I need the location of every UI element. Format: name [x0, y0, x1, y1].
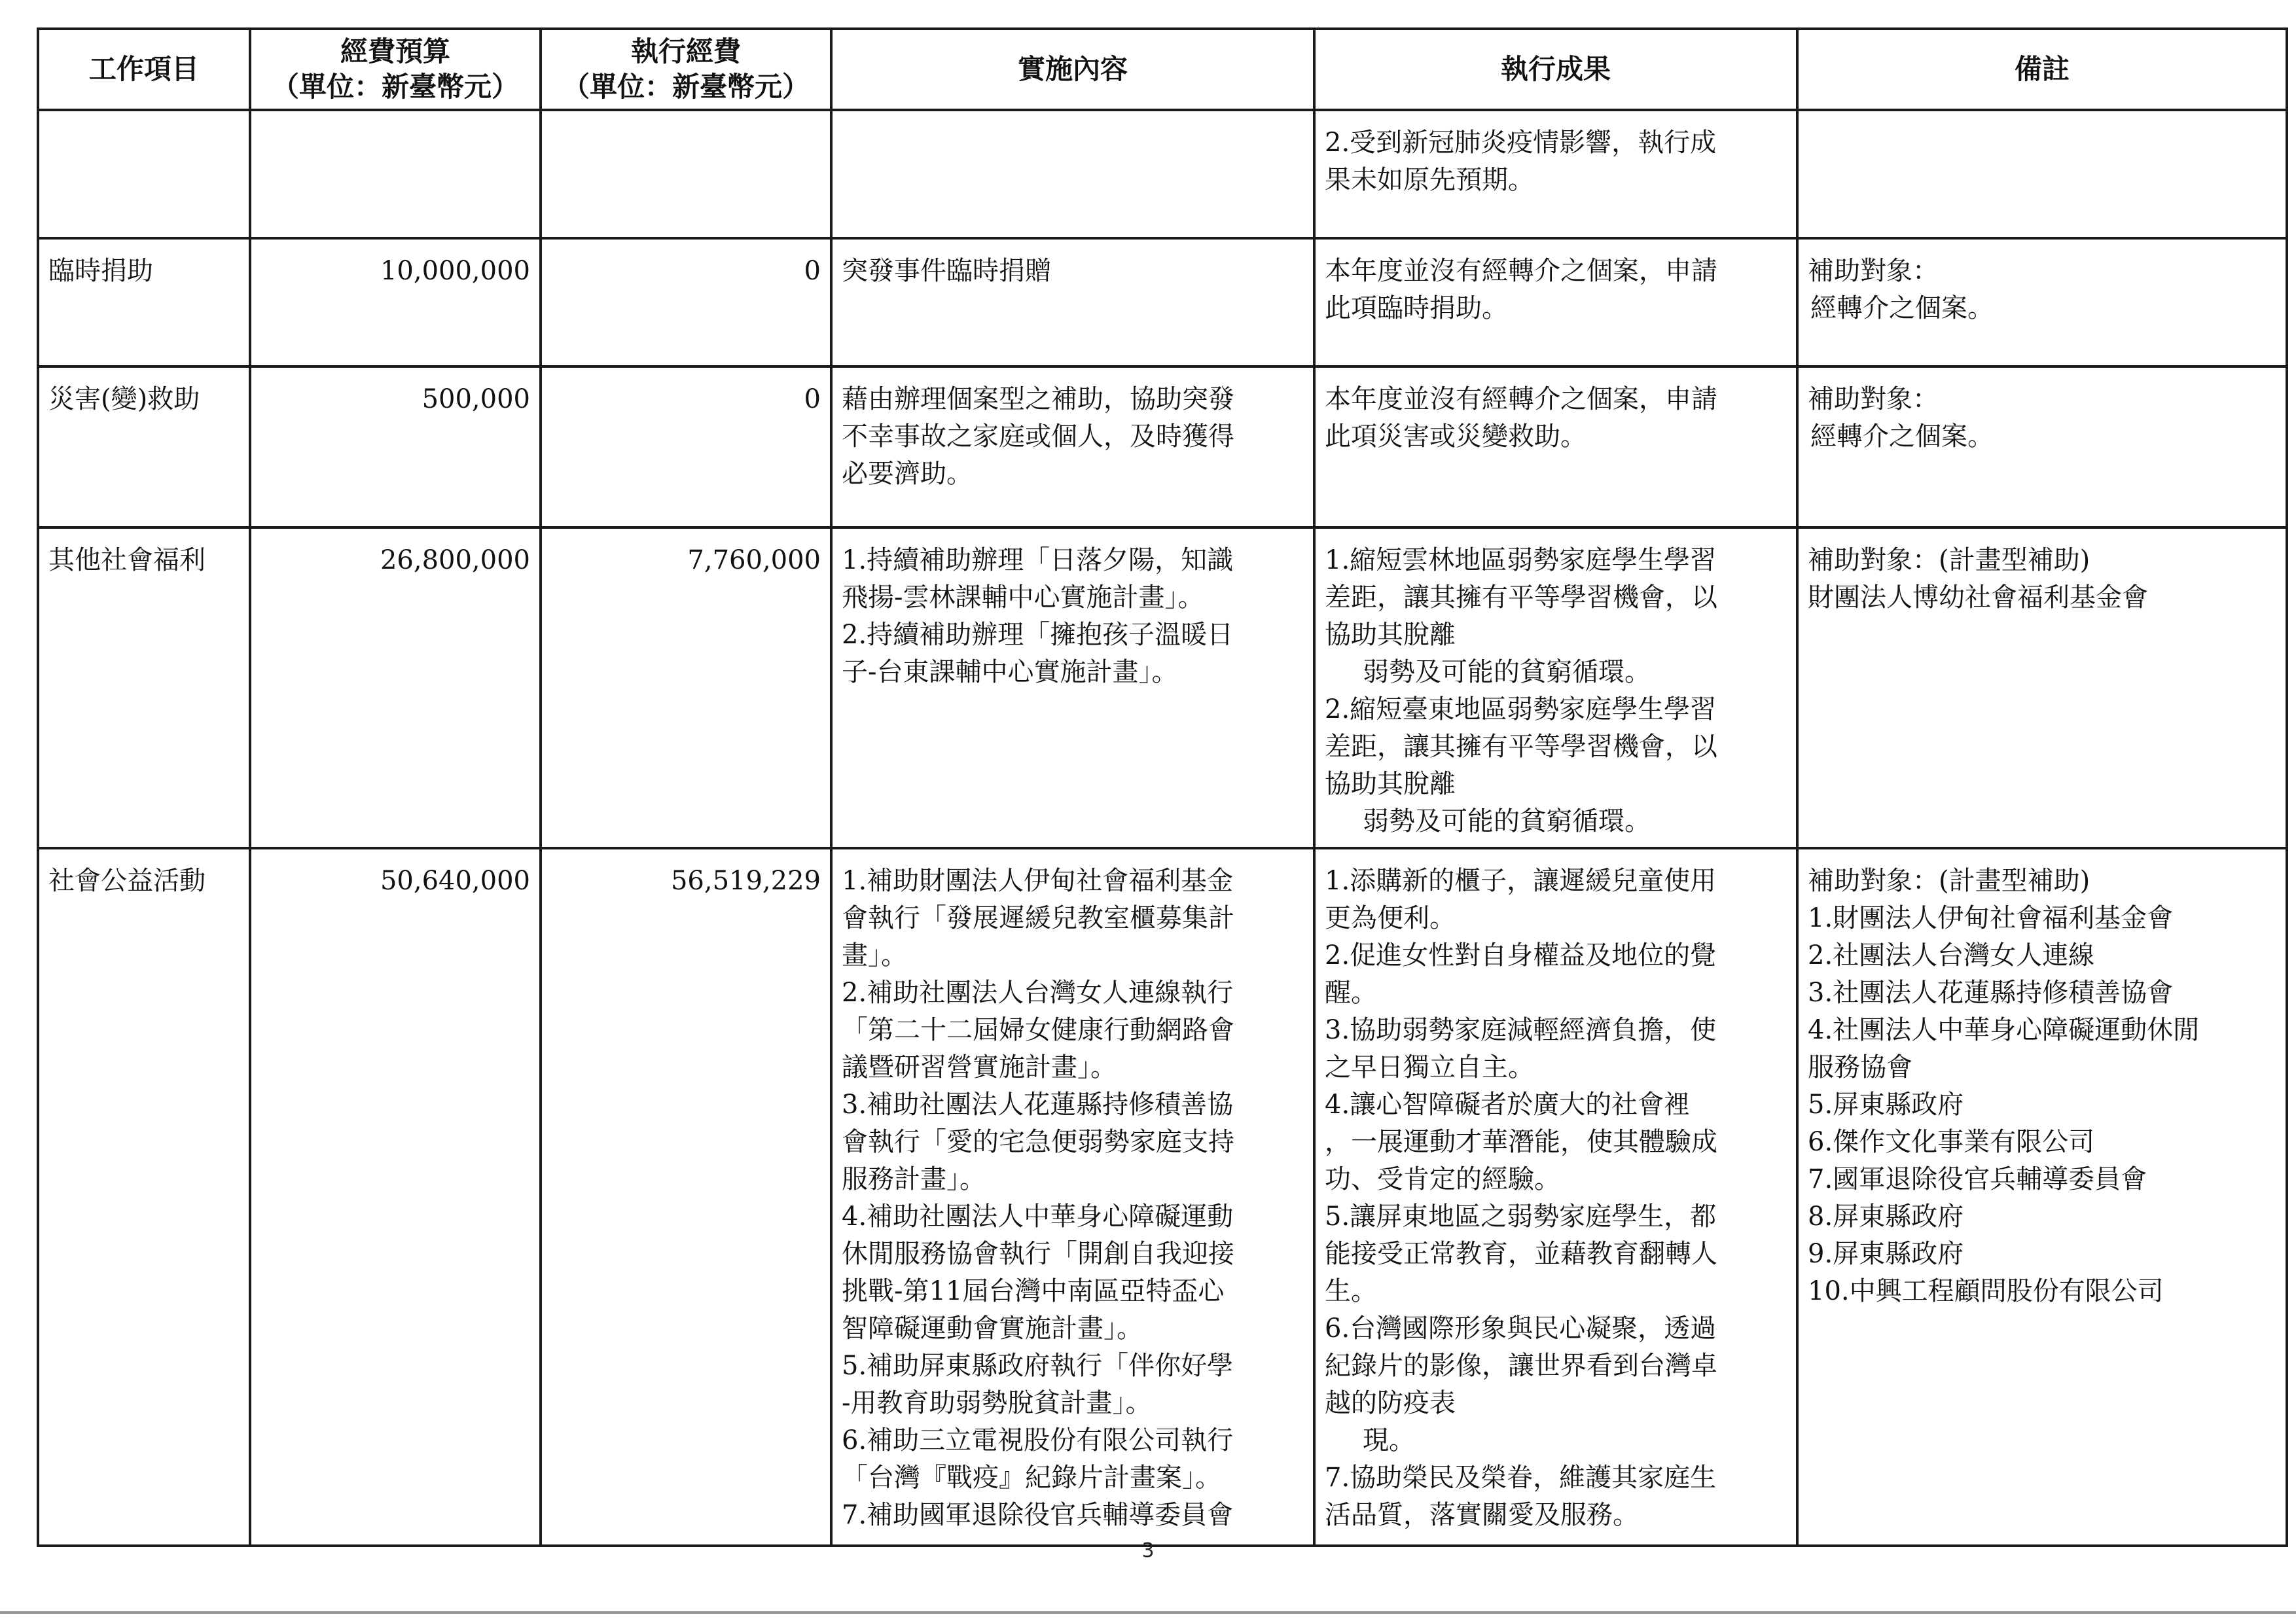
cell-results	[1314, 366, 1797, 527]
text-line: 6.台灣國際形象與民心凝聚，透過	[1325, 1313, 1717, 1344]
table-row	[38, 848, 2287, 1546]
text-line: 10.中興工程顧問股份有限公司	[1808, 1276, 2164, 1306]
text-line: 1.縮短雲林地區弱勢家庭學生學習	[1325, 545, 1717, 575]
header-results: 執行成果	[1314, 29, 1797, 110]
text-line: 補助對象：(計畫型補助)	[1808, 866, 2090, 896]
text-line: 能接受正常教育，並藉教育翻轉人	[1325, 1239, 1717, 1269]
text-line: 生。	[1325, 1276, 1377, 1306]
budget-execution-table	[37, 27, 2288, 1547]
text-line: 智障礙運動會實施計畫」。	[842, 1313, 1143, 1344]
header-spent	[541, 29, 831, 110]
table-row	[38, 238, 2287, 366]
text-line: 果未如原先預期。	[1325, 165, 1534, 195]
text-line: 畫」。	[842, 940, 907, 971]
header-notes: 備註	[1797, 29, 2287, 110]
cell-content	[831, 110, 1314, 238]
text-line: 現。	[1363, 1425, 1415, 1455]
table-row	[38, 527, 2287, 848]
cell-content	[831, 527, 1314, 848]
text-line: 弱勢及可能的貧窮循環。	[1363, 806, 1651, 836]
cell-item: 其他社會福利	[38, 527, 250, 848]
table-row	[38, 110, 2287, 238]
page-number: 3	[1141, 1539, 1155, 1562]
text-line: 2.持續補助辦理「擁抱孩子溫暖日	[842, 620, 1234, 650]
cell-item	[38, 110, 250, 238]
text-line: 差距，讓其擁有平等學習機會，以	[1325, 732, 1717, 762]
cell-content	[831, 366, 1314, 527]
text-line: 越的防疫表	[1325, 1388, 1456, 1418]
text-line: 經轉介之個案。	[1810, 421, 1994, 452]
cell-content	[831, 238, 1314, 366]
text-line: 必要濟助。	[842, 459, 973, 489]
text-line: 7.補助國軍退除役官兵輔導委員會	[842, 1500, 1234, 1530]
cell-spent: 56,519,229	[541, 848, 831, 1546]
header-work-item: 工作項目	[38, 29, 250, 110]
text-line: 挑戰-第11屆台灣中南區亞特盃心	[842, 1276, 1225, 1306]
text-line: 補助對象：	[1808, 384, 1939, 414]
text-line: 功、受肯定的經驗。	[1325, 1164, 1560, 1194]
text-line: 「第二十二屆婦女健康行動網路會	[842, 1015, 1234, 1045]
text-line: 5.讓屏東地區之弱勢家庭學生，都	[1325, 1202, 1717, 1232]
cell-results	[1314, 527, 1797, 848]
table-row	[38, 366, 2287, 527]
cell-results	[1314, 238, 1797, 366]
cell-notes	[1797, 366, 2287, 527]
text-line: 補助對象：	[1808, 256, 1939, 286]
cell-item: 社會公益活動	[38, 848, 250, 1546]
text-line: 2.縮短臺東地區弱勢家庭學生學習	[1325, 694, 1717, 724]
text-line: 飛揚-雲林課輔中心實施計畫」。	[842, 582, 1204, 613]
cell-budget: 10,000,000	[250, 238, 541, 366]
text-line: 2.受到新冠肺炎疫情影響，執行成	[1325, 128, 1717, 158]
text-line: 經轉介之個案。	[1810, 293, 1994, 323]
cell-item: 災害(變)救助	[38, 366, 250, 527]
text-line: 協助其脫離	[1325, 769, 1456, 799]
text-line: 補助對象：(計畫型補助)	[1808, 545, 2090, 575]
text-line: 服務計畫」。	[842, 1164, 986, 1194]
text-line: 協助其脫離	[1325, 620, 1456, 650]
text-line: 此項災害或災變救助。	[1325, 421, 1587, 452]
cell-budget	[250, 110, 541, 238]
text-line: 「台灣『戰疫』紀錄片計畫案」。	[842, 1463, 1221, 1493]
cell-content	[831, 848, 1314, 1546]
text-line: 5.補助屏東縣政府執行「伴你好學	[842, 1351, 1234, 1381]
text-line: 財團法人博幼社會福利基金會	[1808, 582, 2148, 613]
text-line: 之早日獨立自主。	[1325, 1052, 1534, 1082]
text-line: 藉由辦理個案型之補助，協助突發	[842, 384, 1234, 414]
cell-budget: 50,640,000	[250, 848, 541, 1546]
text-line: 4.讓心智障礙者於廣大的社會裡	[1325, 1090, 1691, 1120]
text-line: 活品質，落實關愛及服務。	[1325, 1500, 1639, 1530]
header-budget	[250, 29, 541, 110]
cell-budget: 26,800,000	[250, 527, 541, 848]
text-line: 2.社團法人台灣女人連線	[1808, 940, 2095, 971]
cell-budget: 500,000	[250, 366, 541, 527]
text-line: 6.補助三立電視股份有限公司執行	[842, 1425, 1234, 1455]
text-line: 更為便利。	[1325, 903, 1456, 933]
text-line: 醒。	[1325, 978, 1377, 1008]
text-line: 5.屏東縣政府	[1808, 1090, 1964, 1120]
cell-spent	[541, 110, 831, 238]
text-line: 本年度並沒有經轉介之個案，申請	[1325, 384, 1717, 414]
text-line: ，一展運動才華潛能，使其體驗成	[1325, 1127, 1717, 1157]
text-line: 1.持續補助辦理「日落夕陽，知識	[842, 545, 1234, 575]
text-line: 弱勢及可能的貧窮循環。	[1363, 657, 1651, 687]
text-line: 4.社團法人中華身心障礙運動休閒	[1808, 1015, 2200, 1045]
text-line: 服務協會	[1808, 1052, 1912, 1082]
text-line: 7.國軍退除役官兵輔導委員會	[1808, 1164, 2147, 1194]
cell-spent: 0	[541, 366, 831, 527]
text-line: -用教育助弱勢脫貧計畫」。	[842, 1388, 1152, 1418]
cell-item: 臨時捐助	[38, 238, 250, 366]
cell-notes	[1797, 527, 2287, 848]
text-line: 紀錄片的影像，讓世界看到台灣卓	[1325, 1351, 1717, 1381]
cell-results	[1314, 848, 1797, 1546]
text-line: 突發事件臨時捐贈	[842, 256, 1051, 286]
cell-notes	[1797, 238, 2287, 366]
text-line: 1.財團法人伊甸社會福利基金會	[1808, 903, 2174, 933]
text-line: 子-台東課輔中心實施計畫」。	[842, 657, 1178, 687]
scan-edge-divider	[0, 1611, 2296, 1614]
text-line: 1.補助財團法人伊甸社會福利基金	[842, 866, 1234, 896]
header-row	[38, 29, 2287, 110]
text-line: 會執行「發展遲緩兒教室櫃募集計	[842, 903, 1234, 933]
text-line: 6.傑作文化事業有限公司	[1808, 1127, 2095, 1157]
cell-notes	[1797, 110, 2287, 238]
text-line: 本年度並沒有經轉介之個案，申請	[1325, 256, 1717, 286]
cell-spent: 0	[541, 238, 831, 366]
header-content: 實施內容	[831, 29, 1314, 110]
text-line: 此項臨時捐助。	[1325, 293, 1508, 323]
text-line: 差距，讓其擁有平等學習機會，以	[1325, 582, 1717, 613]
header-spent-title: 執行經費	[630, 35, 741, 67]
text-line: 3.協助弱勢家庭減輕經濟負擔，使	[1325, 1015, 1717, 1045]
text-line: 會執行「愛的宅急便弱勢家庭支持	[842, 1127, 1234, 1157]
text-line: 議暨研習營實施計畫」。	[842, 1052, 1117, 1082]
text-line: 2.補助社團法人台灣女人連線執行	[842, 978, 1234, 1008]
text-line: 7.協助榮民及榮眷，維護其家庭生	[1325, 1463, 1717, 1493]
text-line: 9.屏東縣政府	[1808, 1239, 1964, 1269]
text-line: 4.補助社團法人中華身心障礙運動	[842, 1202, 1234, 1232]
text-line: 3.補助社團法人花蓮縣持修積善協	[842, 1090, 1234, 1120]
text-line: 不幸事故之家庭或個人，及時獲得	[842, 421, 1234, 452]
header-budget-unit: （單位：新臺幣元）	[271, 71, 519, 103]
text-line: 1.添購新的櫃子，讓遲緩兒童使用	[1325, 866, 1717, 896]
header-budget-title: 經費預算	[340, 35, 450, 67]
text-line: 3.社團法人花蓮縣持修積善協會	[1808, 978, 2174, 1008]
text-line: 2.促進女性對自身權益及地位的覺	[1325, 940, 1717, 971]
text-line: 休閒服務協會執行「開創自我迎接	[842, 1239, 1234, 1269]
text-line: 8.屏東縣政府	[1808, 1202, 1964, 1232]
cell-notes	[1797, 848, 2287, 1546]
cell-results	[1314, 110, 1797, 238]
header-spent-unit: （單位：新臺幣元）	[562, 71, 810, 103]
cell-spent: 7,760,000	[541, 527, 831, 848]
